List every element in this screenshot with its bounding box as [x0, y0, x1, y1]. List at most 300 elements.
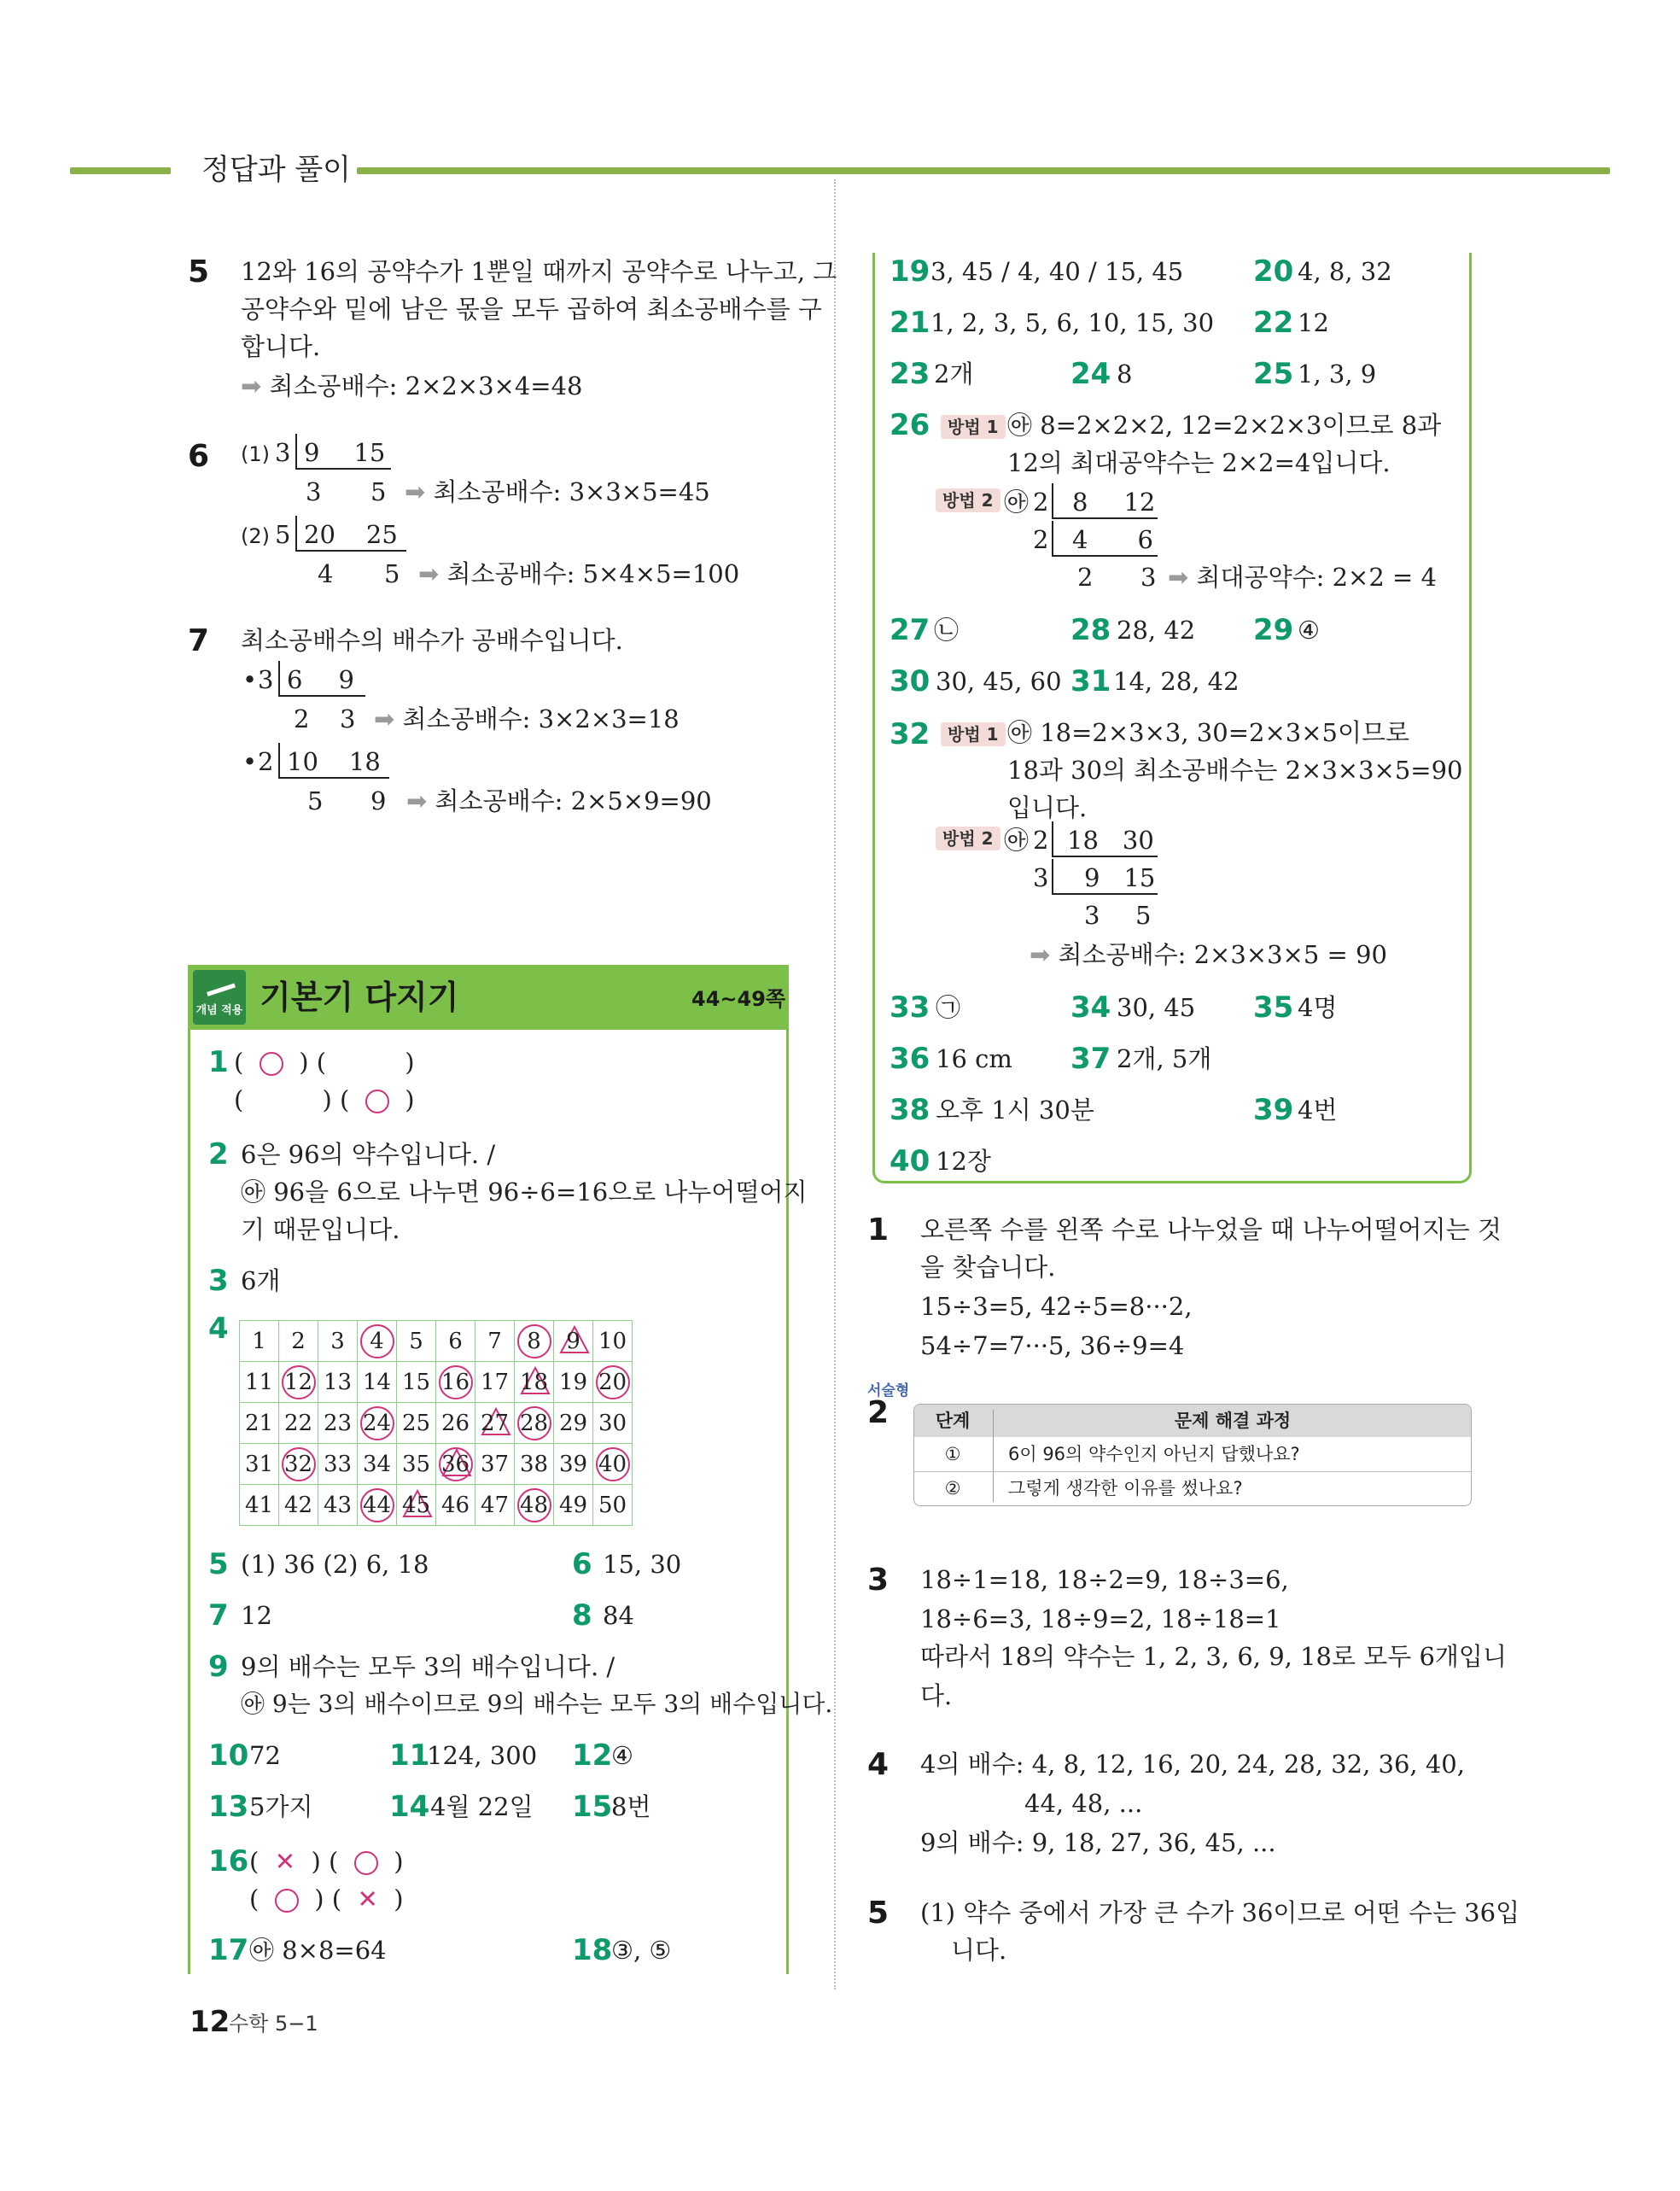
paren: ) ( ): [283, 1048, 415, 1077]
a11-text: 124, 300: [427, 1741, 538, 1770]
a26-div2: 2: [1033, 525, 1049, 554]
s1-line1: 오른쪽 수를 왼쪽 수로 나누었을 때 나누어떨어지는 것: [920, 1215, 1502, 1244]
answer-13-number: 13: [208, 1790, 249, 1824]
answer-38-number: 38: [890, 1093, 930, 1127]
a18-text: ③, ⑤: [611, 1936, 672, 1965]
q7-b-divisor: 2: [258, 747, 274, 776]
a32-row1: [1052, 821, 1158, 857]
grid-cell: [593, 1485, 633, 1526]
header-rule-right: [357, 167, 1610, 174]
grid-cell: [436, 1362, 475, 1403]
grid-cell-value: 1: [252, 1328, 266, 1354]
grid-cell-value: 13: [323, 1369, 353, 1395]
q6-p2-a: 20: [304, 520, 335, 549]
grid-cell: [318, 1321, 358, 1362]
grid-cell-value: 30: [598, 1410, 627, 1436]
grid-cell-value: 23: [323, 1410, 353, 1436]
a32-answer-text: 최소공배수: 2×3×3×5 = 90: [1058, 940, 1387, 969]
s3-line2: 18÷6=3, 18÷9=2, 18÷18=1: [920, 1604, 1281, 1633]
grid-cell: [475, 1321, 515, 1362]
grid-cell: [515, 1362, 554, 1403]
a12-text: ④: [611, 1741, 633, 1770]
q6-p1-q1: 3: [306, 477, 322, 506]
a40-text: 12장: [936, 1147, 991, 1176]
answer-16-number: 16: [208, 1844, 249, 1878]
a2-line3: 기 때문입니다.: [241, 1215, 400, 1244]
grid-cell: [318, 1403, 358, 1444]
grid-row: [240, 1444, 633, 1485]
answer-17-number: 17: [208, 1933, 249, 1967]
answer-28-number: 28: [1070, 613, 1111, 647]
grid-cell-value: 33: [323, 1451, 353, 1477]
grid-cell-value: 37: [480, 1451, 510, 1477]
q7-b-answer-text: 최소공배수: 2×5×9=90: [435, 786, 712, 815]
grid-cell: [515, 1444, 554, 1485]
grid-cell-value: 45: [401, 1492, 431, 1518]
answer-8-number: 8: [572, 1598, 592, 1633]
answer-22-number: 22: [1253, 306, 1294, 340]
a9-line1: 9의 배수는 모두 3의 배수입니다. /: [241, 1652, 615, 1681]
a26-row2: [1052, 521, 1158, 557]
solution-4-number: 4: [867, 1747, 890, 1782]
q7-b-q1: 5: [307, 786, 324, 815]
grid-cell-value: 15: [401, 1369, 431, 1395]
a32-line3: 입니다.: [1007, 793, 1088, 822]
grid-cell-value: 9: [566, 1328, 580, 1354]
a32-line1: ㉵ 18=2×3×3, 30=2×3×5이므로: [1007, 718, 1409, 747]
grid-cell-value: 39: [558, 1451, 588, 1477]
answer-27-number: 27: [890, 613, 930, 647]
answer-33-number: 33: [890, 990, 930, 1025]
rubric-row2-text: 그렇게 생각한 이유를 썼나요?: [1008, 1478, 1243, 1499]
a17-text: ㉵ 8×8=64: [249, 1936, 387, 1965]
grid-cell-value: 21: [244, 1410, 274, 1436]
grid-cell-value: 40: [596, 1447, 630, 1481]
a26-line2: 12의 최대공약수는 2×2=4입니다.: [1007, 448, 1391, 477]
a5-text: (1) 36 (2) 6, 18: [241, 1550, 429, 1579]
a26-answer: [1168, 558, 1437, 596]
method-2-tag: 방법 2: [936, 488, 1000, 512]
number-grid: [239, 1320, 633, 1526]
a32-d: 15: [1123, 863, 1156, 892]
circle-mark-icon: [275, 1889, 299, 1913]
grid-cell: [358, 1403, 397, 1444]
answer-5-number: 5: [208, 1547, 229, 1581]
q7-a-dividend: [278, 661, 365, 697]
grid-cell: [515, 1485, 554, 1526]
grid-cell-value: 49: [558, 1492, 588, 1518]
answer-18-number: 18: [572, 1933, 613, 1967]
grid-cell-value: 35: [401, 1451, 431, 1477]
a16-row1: [249, 1843, 404, 1880]
grid-cell-value: 44: [360, 1488, 394, 1522]
s4-line1: 4의 배수: 4, 8, 12, 16, 20, 24, 28, 32, 36, 40,: [920, 1750, 1465, 1779]
s4-line3: 9의 배수: 9, 18, 27, 36, 45, ...: [920, 1828, 1276, 1857]
arrow-icon: ➡: [418, 559, 447, 588]
rubric-row2-step: ②: [944, 1478, 961, 1499]
grid-cell: [240, 1403, 279, 1444]
grid-cell-value: 31: [244, 1451, 274, 1477]
s2-label: 서술형: [867, 1382, 910, 1399]
rubric-header-process: 문제 해결 과정: [1174, 1411, 1292, 1431]
answer-12-number: 12: [572, 1738, 613, 1773]
a32-answer: [1030, 936, 1387, 973]
grid-cell: [358, 1362, 397, 1403]
grid-cell: [279, 1444, 318, 1485]
method-1-tag: 방법 1: [941, 722, 1006, 746]
grid-cell-value: 6: [448, 1328, 463, 1354]
x-mark-icon: ✕: [357, 1884, 378, 1913]
a16-row2: [249, 1880, 404, 1918]
q7-a-q2: 3: [340, 704, 356, 733]
rubric-header-step: 단계: [935, 1411, 971, 1431]
a26-b: 12: [1123, 488, 1156, 517]
answer-15-number: 15: [572, 1790, 613, 1824]
grid-cell-value: 46: [440, 1492, 470, 1518]
q7-a-q1: 2: [294, 704, 310, 733]
question-5-number: 5: [188, 254, 210, 289]
grid-cell-value: 12: [282, 1365, 316, 1399]
grid-cell: [593, 1403, 633, 1444]
arrow-icon: ➡: [1168, 563, 1197, 592]
arrow-icon: ➡: [405, 477, 434, 506]
a24-text: 8: [1117, 359, 1133, 389]
grid-cell-value: 5: [409, 1328, 423, 1354]
a9-line2: ㉵ 9는 3의 배수이므로 9의 배수는 모두 3의 배수입니다.: [241, 1690, 833, 1718]
badge-icon: [193, 970, 246, 1025]
q7-b-q2: 9: [370, 786, 387, 815]
a26-a: 8: [1072, 488, 1088, 517]
answer-26-number: 26: [890, 408, 930, 442]
grid-cell: [515, 1321, 554, 1362]
paren: ): [377, 1847, 404, 1876]
q5-answer: [241, 367, 583, 405]
answer-11-number: 11: [389, 1738, 430, 1773]
a28-text: 28, 42: [1117, 616, 1196, 645]
grid-cell-value: 24: [360, 1406, 394, 1440]
answer-10-number: 10: [208, 1738, 249, 1773]
answer-30-number: 30: [890, 664, 930, 698]
footer-book: 수학 5−1: [229, 2012, 318, 2036]
grid-cell-value: 36: [439, 1447, 473, 1481]
q6-p1-divisor: 3: [275, 438, 291, 467]
grid-cell: [240, 1321, 279, 1362]
grid-cell-value: 43: [323, 1492, 353, 1518]
grid-cell-value: 29: [558, 1410, 588, 1436]
a36-text: 16 cm: [936, 1044, 1012, 1073]
answer-24-number: 24: [1070, 357, 1111, 391]
a32-example-mark: ㉵: [1004, 826, 1030, 855]
a29-text: ④: [1298, 616, 1320, 645]
paren: ): [377, 1884, 404, 1913]
box-pages: 44~49쪽: [691, 987, 786, 1011]
pencil-icon: [203, 973, 236, 996]
q6-part1-label: (1): [241, 442, 270, 466]
arrow-icon: ➡: [374, 704, 403, 733]
grid-cell-value: 26: [440, 1410, 470, 1436]
a25-text: 1, 3, 9: [1298, 359, 1377, 389]
a19-text: 3, 45 / 4, 40 / 15, 45: [930, 257, 1184, 286]
s1-line4: 54÷7=7···5, 36÷9=4: [920, 1331, 1185, 1360]
q7-b-a: 10: [287, 747, 318, 776]
a30-text: 30, 45, 60: [936, 667, 1062, 696]
q6-p1-answer-text: 최소공배수: 3×3×5=45: [433, 477, 710, 506]
grid-cell: [593, 1444, 633, 1485]
a2-line2: ㉵ 96을 6으로 나누면 96÷6=16으로 나누어떨어지: [241, 1177, 808, 1207]
answer-32-number: 32: [890, 717, 930, 751]
grid-cell: [475, 1485, 515, 1526]
answer-25-number: 25: [1253, 357, 1294, 391]
a8-text: 84: [603, 1601, 634, 1630]
grid-cell: [515, 1403, 554, 1444]
grid-cell: [554, 1362, 593, 1403]
grid-cell-value: 47: [480, 1492, 510, 1518]
answer-39-number: 39: [1253, 1093, 1294, 1127]
grid-cell: [436, 1403, 475, 1444]
a1-row1: [234, 1043, 415, 1081]
a15-text: 8번: [611, 1792, 651, 1821]
paren: (: [234, 1048, 260, 1077]
s1-line3: 15÷3=5, 42÷5=8···2,: [920, 1292, 1193, 1321]
grid-cell: [318, 1362, 358, 1403]
q6-p1-answer: [405, 473, 710, 511]
q6-p2-answer: [418, 555, 739, 593]
grid-cell: [593, 1362, 633, 1403]
answer-19-number: 19: [890, 254, 930, 289]
a21-text: 1, 2, 3, 5, 6, 10, 15, 30: [930, 308, 1215, 337]
answer-36-number: 36: [890, 1042, 930, 1076]
rubric-row1-step: ①: [944, 1444, 961, 1464]
a26-answer-text: 최대공약수: 2×2 = 4: [1196, 563, 1437, 592]
grid-row: [240, 1403, 633, 1444]
a31-text: 14, 28, 42: [1113, 667, 1240, 696]
a20-text: 4, 8, 32: [1298, 257, 1392, 286]
grid-cell-value: 18: [519, 1369, 549, 1395]
answer-3-number: 3: [208, 1264, 229, 1298]
a2-line1: 6은 96의 약수입니다. /: [241, 1140, 496, 1169]
q6-p2-dividend: [295, 516, 406, 552]
grid-cell-value: 19: [558, 1369, 588, 1395]
a14-text: 4월 22일: [430, 1792, 534, 1821]
a32-q2: 5: [1135, 901, 1152, 930]
s4-line2: 44, 48, ...: [1024, 1789, 1143, 1818]
a33-text: ㉠: [936, 993, 961, 1022]
rubric-table: [913, 1404, 1472, 1506]
s3-line4: 다.: [920, 1681, 953, 1710]
a6-text: 15, 30: [603, 1550, 682, 1579]
q6-p2-q2: 5: [384, 559, 400, 588]
arrow-icon: ➡: [1030, 940, 1059, 969]
a1-row2: [234, 1081, 415, 1119]
grid-cell: [358, 1321, 397, 1362]
paren: ) (: [295, 1847, 354, 1876]
header-rule-left: [70, 167, 171, 174]
answer-29-number: 29: [1253, 613, 1294, 647]
grid-cell: [593, 1321, 633, 1362]
a10-text: 72: [249, 1741, 281, 1770]
a22-text: 12: [1298, 308, 1329, 337]
grid-cell: [279, 1485, 318, 1526]
a32-div1: 2: [1033, 826, 1049, 855]
a37-text: 2개, 5개: [1117, 1044, 1212, 1073]
answer-40-number: 40: [890, 1144, 930, 1178]
grid-cell: [279, 1362, 318, 1403]
question-7-number: 7: [188, 623, 210, 658]
question-6-number: 6: [188, 439, 210, 474]
q5-line3: 합니다.: [241, 332, 321, 361]
arrow-icon: ➡: [241, 371, 270, 400]
paren: ) (: [298, 1884, 358, 1913]
answer-23-number: 23: [890, 357, 930, 391]
answer-9-number: 9: [208, 1650, 229, 1684]
circle-mark-icon: [365, 1090, 389, 1113]
q6-p2-answer-text: 최소공배수: 5×4×5=100: [446, 559, 740, 588]
q7-a-divisor: 3: [258, 665, 274, 694]
q7-b-answer: [406, 782, 712, 820]
grid-cell: [475, 1444, 515, 1485]
answer-7-number: 7: [208, 1598, 229, 1633]
grid-cell: [436, 1485, 475, 1526]
a39-text: 4번: [1298, 1096, 1338, 1125]
a13-text: 5가지: [249, 1792, 313, 1821]
paren: (: [249, 1847, 275, 1876]
grid-cell-value: 28: [517, 1406, 551, 1440]
q5-line1: 12와 16의 공약수가 1뿐일 때까지 공약수로 나누고, 그: [241, 257, 837, 286]
grid-cell: [240, 1362, 279, 1403]
grid-cell: [279, 1403, 318, 1444]
q7-a-b: 9: [338, 665, 354, 694]
a35-text: 4명: [1298, 993, 1338, 1022]
solution-2-number: 2: [867, 1395, 890, 1430]
rubric-row-divider: [914, 1471, 1472, 1472]
q6-p2-divisor: 5: [275, 520, 291, 549]
grid-cell: [554, 1403, 593, 1444]
grid-cell-value: 17: [480, 1369, 510, 1395]
answer-35-number: 35: [1253, 990, 1294, 1025]
column-divider: [834, 179, 836, 1989]
s1-line2: 을 찾습니다.: [920, 1253, 1056, 1282]
answer-6-number: 6: [572, 1547, 592, 1581]
q6-p1-b: 15: [353, 438, 386, 467]
q7-b-dividend: [278, 743, 389, 779]
grid-cell-value: 41: [244, 1492, 274, 1518]
grid-row: [240, 1321, 633, 1362]
s3-line1: 18÷1=18, 18÷2=9, 18÷3=6,: [920, 1565, 1289, 1594]
a26-c: 4: [1072, 525, 1088, 554]
paren: ( ) (: [234, 1085, 365, 1114]
grid-cell: [318, 1444, 358, 1485]
grid-cell-value: 20: [596, 1365, 630, 1399]
q6-p1-a: 9: [304, 438, 320, 467]
grid-cell: [475, 1362, 515, 1403]
method-2-tag: 방법 2: [936, 827, 1000, 850]
x-mark-icon: ✕: [274, 1847, 296, 1876]
answer-20-number: 20: [1253, 254, 1294, 289]
grid-cell-value: 48: [517, 1488, 551, 1522]
grid-cell: [240, 1485, 279, 1526]
a26-div1: 2: [1033, 488, 1049, 517]
a3-text: 6개: [241, 1266, 281, 1295]
a32-q1: 3: [1084, 901, 1100, 930]
rubric-row1-text: 6이 96의 약수인지 아닌지 답했나요?: [1008, 1444, 1300, 1464]
header-title: 정답과 풀이: [201, 153, 352, 187]
grid-cell: [436, 1321, 475, 1362]
solution-1-number: 1: [867, 1212, 890, 1247]
a26-row1: [1052, 483, 1158, 519]
a38-text: 오후 1시 30분: [936, 1096, 1094, 1125]
q5-line2: 공약수와 밑에 남은 몫을 모두 곱하여 최소공배수를 구: [241, 295, 822, 324]
grid-cell: [358, 1485, 397, 1526]
a7-text: 12: [241, 1601, 272, 1630]
footer-page-number: 12: [190, 2005, 230, 2039]
q7-b-b: 18: [348, 747, 381, 776]
grid-cell: [436, 1444, 475, 1485]
paren: (: [249, 1884, 275, 1913]
grid-cell: [279, 1321, 318, 1362]
answer-34-number: 34: [1070, 990, 1111, 1025]
grid-cell-value: 4: [360, 1324, 394, 1358]
q7-a-a: 6: [287, 665, 303, 694]
q7-bullet-b: •: [242, 747, 258, 776]
answer-14-number: 14: [389, 1790, 430, 1824]
answer-2-number: 2: [208, 1137, 229, 1171]
q6-part2-label: (2): [241, 524, 270, 548]
a32-div2: 3: [1033, 863, 1049, 892]
q7-text: 최소공배수의 배수가 공배수입니다.: [241, 626, 623, 655]
box-title: 기본기 다지기: [260, 979, 459, 1016]
grid-cell: [554, 1321, 593, 1362]
answer-37-number: 37: [1070, 1042, 1111, 1076]
circle-mark-icon: [354, 1851, 378, 1875]
grid-cell: [554, 1485, 593, 1526]
q5-answer-text: 최소공배수: 2×2×3×4=48: [269, 371, 583, 400]
a26-q1: 2: [1077, 563, 1094, 592]
answer-4-number: 4: [208, 1312, 229, 1346]
grid-cell-value: 10: [598, 1328, 627, 1354]
grid-cell: [397, 1321, 436, 1362]
grid-cell-value: 8: [517, 1324, 551, 1358]
circle-mark-icon: [260, 1052, 283, 1076]
q7-bullet-a: •: [242, 665, 258, 694]
grid-cell: [397, 1485, 436, 1526]
method-1-tag: 방법 1: [941, 415, 1006, 439]
grid-row: [240, 1485, 633, 1526]
s5-line1: (1) 약수 중에서 가장 큰 수가 36이므로 어떤 수는 36입: [920, 1898, 1520, 1927]
a32-a: 18: [1067, 826, 1099, 855]
grid-cell-value: 50: [598, 1492, 627, 1518]
q7-a-answer: [374, 700, 680, 738]
grid-cell-value: 7: [487, 1328, 502, 1354]
grid-cell: [358, 1444, 397, 1485]
grid-cell-value: 2: [291, 1328, 306, 1354]
q7-a-answer-text: 최소공배수: 3×2×3=18: [402, 704, 680, 733]
grid-cell-value: 14: [362, 1369, 392, 1395]
a32-c: 9: [1084, 863, 1100, 892]
answer-31-number: 31: [1070, 664, 1111, 698]
grid-row: [240, 1362, 633, 1403]
grid-cell: [475, 1403, 515, 1444]
grid-cell: [240, 1444, 279, 1485]
q6-p1-q2: 5: [370, 477, 387, 506]
arrow-icon: ➡: [406, 786, 435, 815]
answer-1-number: 1: [208, 1045, 229, 1079]
paren: ): [388, 1085, 415, 1114]
grid-cell-value: 32: [282, 1447, 316, 1481]
grid-cell: [397, 1403, 436, 1444]
grid-cell: [397, 1444, 436, 1485]
solution-3-number: 3: [867, 1563, 890, 1598]
grid-cell: [397, 1362, 436, 1403]
